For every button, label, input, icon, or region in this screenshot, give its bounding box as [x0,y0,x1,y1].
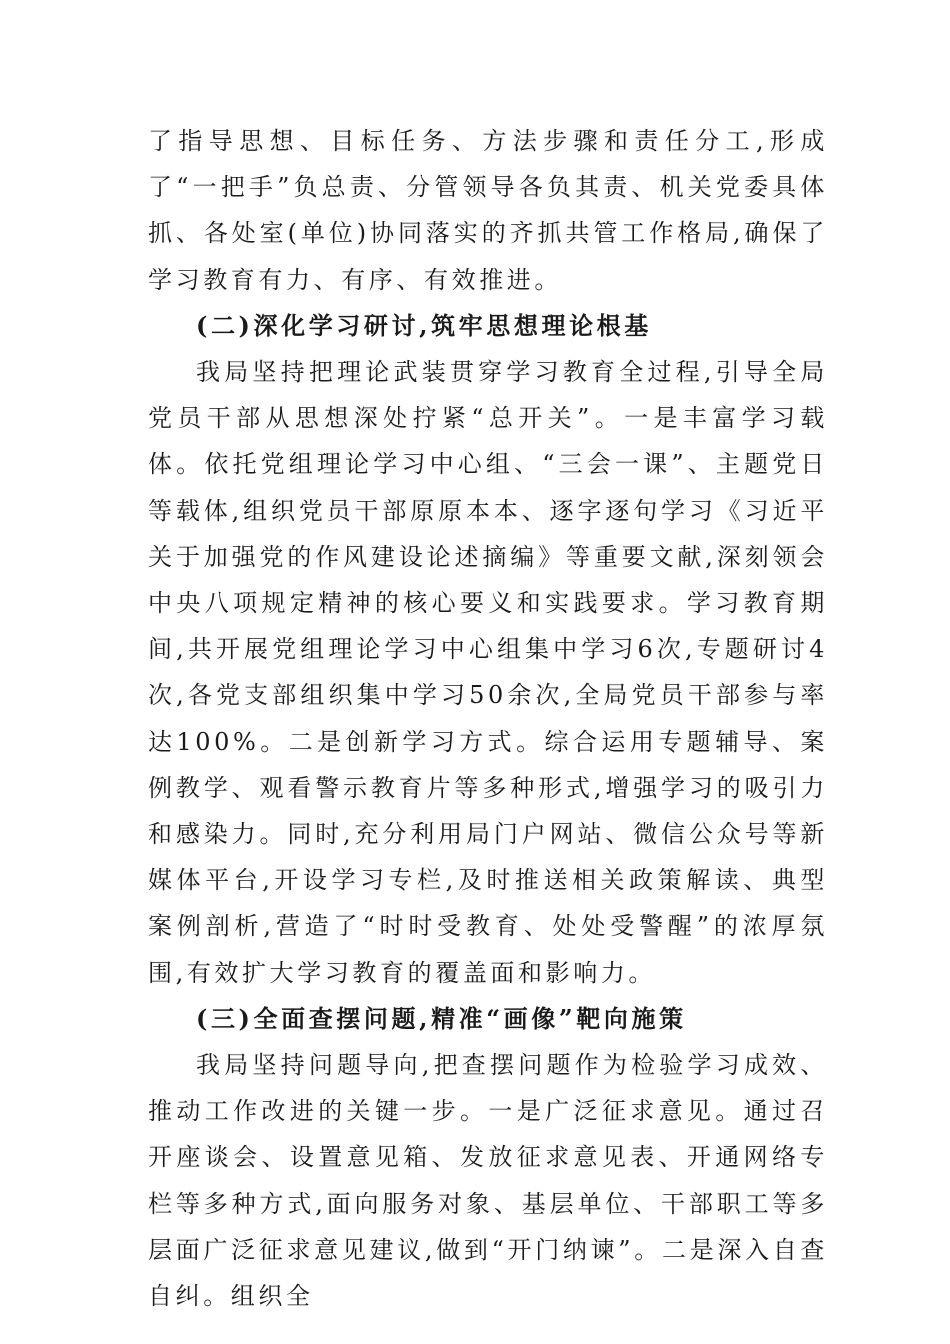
paragraph-study: 我局坚持把理论武装贯穿学习教育全过程,引导全局党员干部从思想深处拧紧“总开关”。一是丰富学习载体。依托党组理论学习中心组、“三会一课”、主题党日等载体,组织党员干部原原本本、逐字逐句学习《习近平关于加强党的作风建设论述摘编》等重要文献,深刻领会中央八项规定精神的核心要义和实践要求。学习教育期间,共开展党组理论学习中心组集中学习6次,专题研讨4次,各党支部组织集中学习50余次,全局党员干部参与率达100%。二是创新学习方式。综合运用专题辅导、案例教学、观看警示教育片等多种形式,增强学习的吸引力和感染力。同时,充分利用局门户网站、微信公众号等新媒体平台,开设学习专栏,及时推送相关政策解读、典型案例剖析,营造了“时时受教育、处处受警醒”的浓厚氛围,有效扩大学习教育的覆盖面和影响力。 [148,358,828,987]
document-body [148,118,828,1319]
paragraph-continued: 了指导思想、目标任务、方法步骤和责任分工,形成了“一把手”负总责、分管领导各负其责、机关党委具体抓、各处室(单位)协同落实的齐抓共管工作格局,确保了学习教育有力、有序、有效推进。 [148,127,828,294]
section-heading-2: (二)深化学习研讨,筑牢思想理论根基 [196,310,652,340]
section-heading-3: (三)全面查摆问题,精准“画像”靶向施策 [196,1003,687,1033]
paragraph-problems: 我局坚持问题导向,把查摆问题作为检验学习成效、推动工作改进的关键一步。一是广泛征求意见。通过召开座谈会、设置意见箱、发放征求意见表、开通网络专栏等多种方式,面向服务对象、基层单位、干部职工等多层面广泛征求意见建议,做到“开门纳谏”。二是深入自查自纠。组织全 [148,1051,828,1311]
